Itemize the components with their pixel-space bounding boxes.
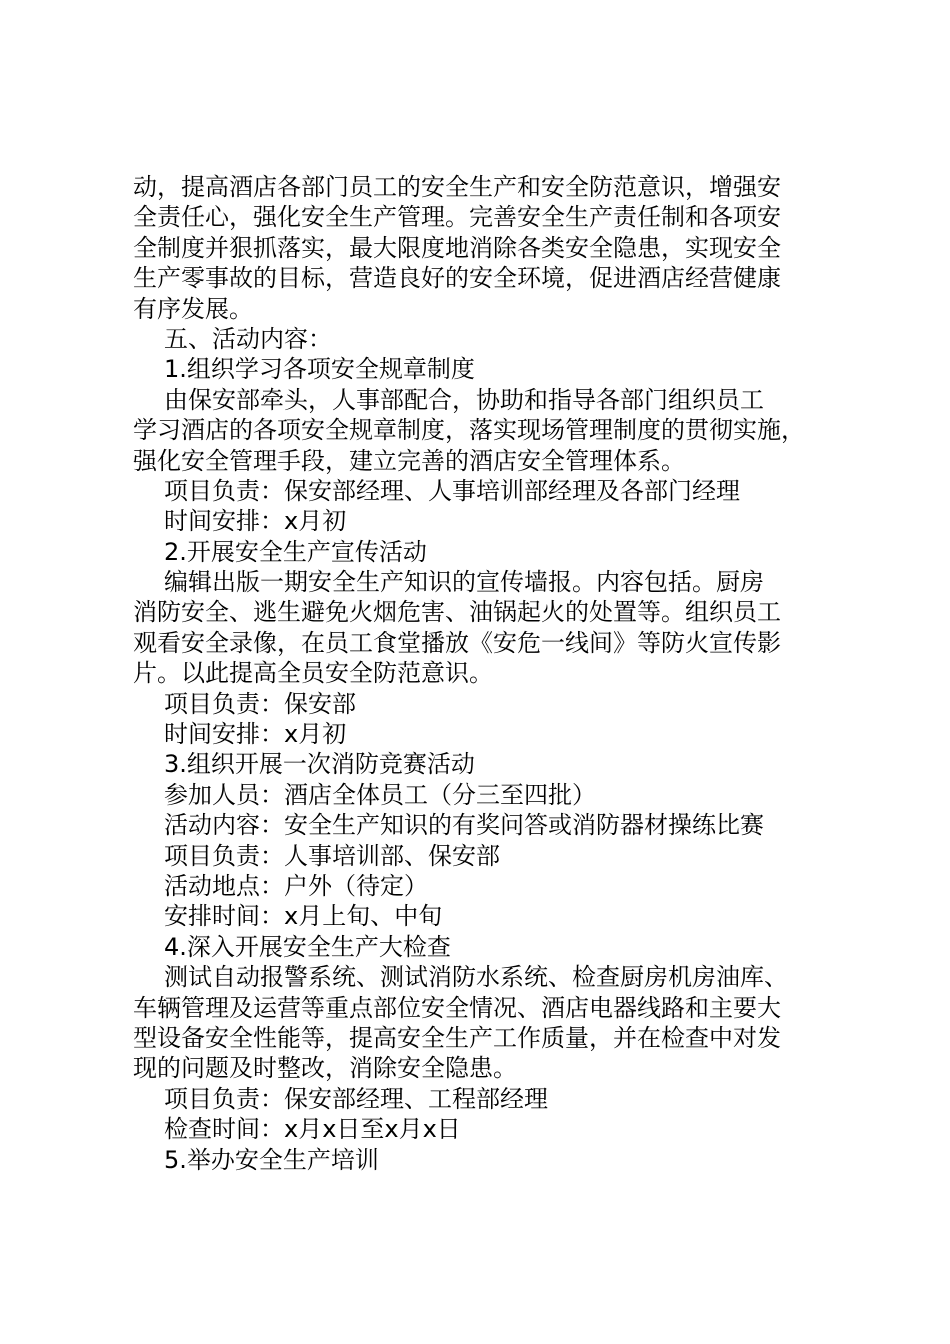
text-line: 活动地点：户外（待定） (164, 871, 428, 900)
text-line: 观看安全录像，在员工食堂播放《安危一线间》等防火宣传影 (133, 628, 781, 657)
text-line: 型设备安全性能等，提高安全生产工作质量，并在检查中对发 (133, 1023, 781, 1052)
text-line: 3.组织开展一次消防竞赛活动 (164, 750, 475, 779)
text-line: 全责任心，强化安全生产管理。完善安全生产责任制和各项安 (133, 203, 781, 232)
text-line: 项目负责：保安部 (164, 689, 356, 718)
text-line: 时间安排：x月初 (164, 507, 347, 536)
text-line: 有序发展。 (133, 294, 253, 323)
text-line: 学习酒店的各项安全规章制度，落实现场管理制度的贯彻实施， (133, 416, 805, 445)
text-line: 项目负责：保安部经理、工程部经理 (164, 1084, 548, 1113)
text-line: 由保安部牵头，人事部配合，协助和指导各部门组织员工 (164, 385, 764, 414)
text-line: 4.深入开展安全生产大检查 (164, 932, 451, 961)
text-line: 现的问题及时整改，消除安全隐患。 (133, 1054, 517, 1083)
text-line: 全制度并狠抓落实，最大限度地消除各类安全隐患，实现安全 (133, 233, 781, 262)
text-line: 5.举办安全生产培训 (164, 1145, 379, 1174)
text-line: 消防安全、逃生避免火烟危害、油锅起火的处置等。组织员工 (133, 598, 781, 627)
text-line: 片。以此提高全员安全防范意识。 (133, 659, 493, 688)
text-line: 动，提高酒店各部门员工的安全生产和安全防范意识，增强安 (133, 173, 781, 201)
text-line: 测试自动报警系统、测试消防水系统、检查厨房机房油库、 (164, 963, 788, 992)
text-line: 车辆管理及运营等重点部位安全情况、酒店电器线路和主要大 (133, 993, 781, 1022)
text-line: 编辑出版一期安全生产知识的宣传墙报。内容包括。厨房 (164, 568, 764, 597)
text-line: 五、活动内容： (164, 324, 332, 353)
text-line: 活动内容：安全生产知识的有奖问答或消防器材操练比赛 (164, 811, 764, 840)
text-line: 项目负责：保安部经理、人事培训部经理及各部门经理 (164, 476, 740, 505)
text-line: 项目负责：人事培训部、保安部 (164, 841, 500, 870)
text-line: 强化安全管理手段，建立完善的酒店安全管理体系。 (133, 446, 685, 475)
text-line: 安排时间：x月上旬、中旬 (164, 902, 443, 931)
text-line: 生产零事故的目标，营造良好的安全环境，促进酒店经营健康 (133, 264, 781, 293)
text-line: 检查时间：x月x日至x月x日 (164, 1115, 461, 1144)
text-line: 1.组织学习各项安全规章制度 (164, 355, 475, 384)
text-line: 2.开展安全生产宣传活动 (164, 537, 427, 566)
document-page (133, 172, 853, 1175)
text-line: 参加人员：酒店全体员工（分三至四批） (164, 780, 596, 809)
text-line: 时间安排：x月初 (164, 720, 347, 749)
